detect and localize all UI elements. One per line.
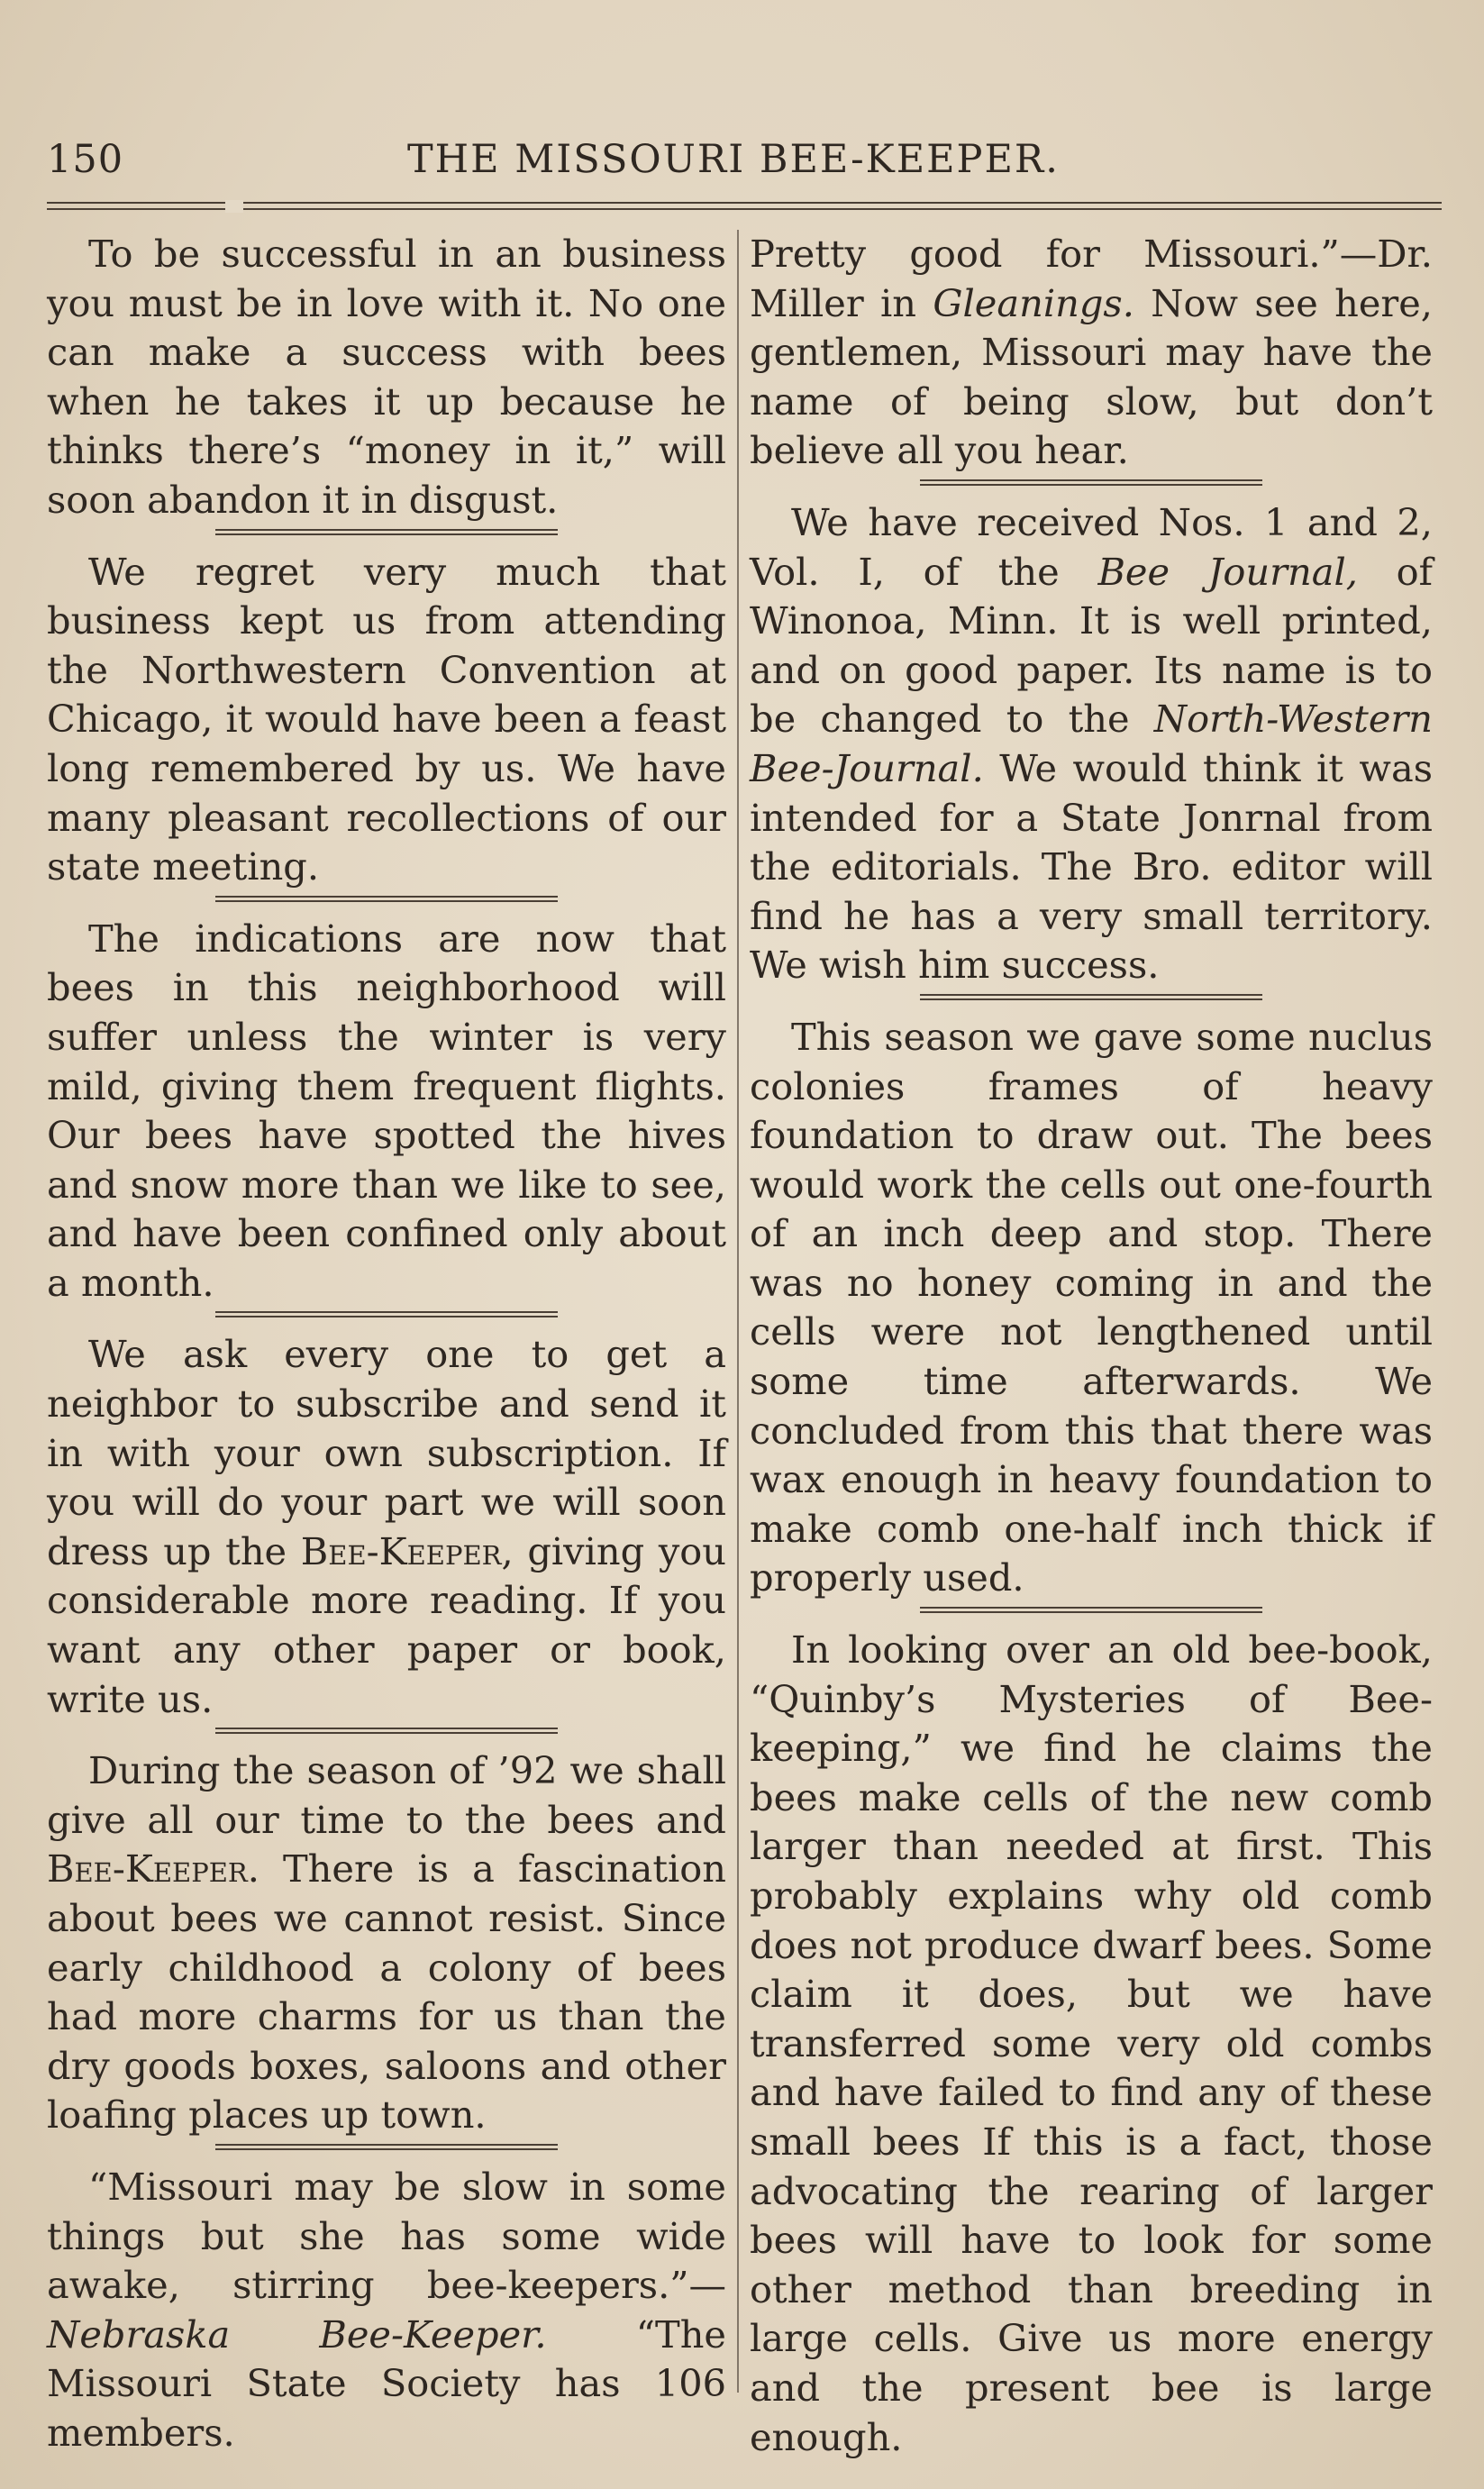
paragraph-text: We have received Nos. 1 and 2, Vol. I, of the bbox=[750, 499, 1433, 594]
paragraph-text: We would think it was intended for a State Jonrnal from the editorials. The Bro. editor will find he has a very small territory. We wish him success. bbox=[750, 745, 1433, 988]
paragraph-text: “Missouri may be slow in some things but she has some wide awake, stirring bee-keepers.”— bbox=[47, 2164, 726, 2308]
paragraph-text: Pretty good for Missouri.”—Dr. Miller in bbox=[750, 232, 1433, 325]
paragraph-text: This season we gave some nuclus colonies frames of heavy foundation to draw out. The bees would work the cells out one-fourth of an inch deep and stop. There was no honey coming in and the cells were not lengthened until some time afterwards. We concluded from this that there was wax enough in heavy foundation to make comb one-half inch thick if properly used. bbox=[750, 1014, 1433, 1600]
publication-name: Bee-Keeper bbox=[47, 1846, 248, 1892]
paragraph-convention bbox=[47, 548, 726, 892]
header-rule bbox=[47, 202, 1442, 210]
right-column bbox=[750, 230, 1433, 2459]
paragraph-text: of Winonoa, Minn. It is well printed, and on good paper. Its name is to be changed to the bbox=[750, 549, 1433, 742]
paragraph-winter bbox=[47, 915, 726, 1308]
publication-name: Bee-Keeper bbox=[300, 1528, 502, 1573]
paragraph-text: , giving you considerable more reading. If you want any other paper or book, write us. bbox=[47, 1528, 727, 1721]
section-rule bbox=[215, 1728, 558, 1734]
paragraph-missouri-quote bbox=[47, 2163, 726, 2458]
section-rule bbox=[920, 479, 1262, 486]
paragraph-subscribe bbox=[47, 1330, 726, 1724]
section-rule bbox=[215, 2144, 558, 2150]
section-rule bbox=[215, 896, 558, 902]
column-divider bbox=[737, 230, 739, 2393]
paragraph-bee-journal bbox=[750, 498, 1433, 990]
paragraph-text: We regret very much that business kept us from attending the Northwestern Convention at Chicago, it would have been a feast long remembered by us. We have many pleasant recollections of our state meeting. bbox=[47, 549, 726, 889]
paragraph-text: In looking over an old bee-book, “Quinby’s Mysteries of Bee-keeping,” we find he claims the bees make cells of the new comb larger than needed at first. This probably explains why old comb does not produce dwarf bees. Some claim it does, but we have transferred some very old combs and have failed to find any of these small bees If this is a fact, those advocating the rearing of larger bees will have to look for some other method than breeding in large cells. Give us more energy and the present bee is large enough. bbox=[750, 1627, 1433, 2459]
paragraph-text: “The Missouri State Society has 106 members. bbox=[47, 2311, 726, 2455]
paragraph-quinby bbox=[750, 1626, 1433, 2462]
section-rule bbox=[920, 994, 1262, 1000]
publication-name: Gleanings. bbox=[933, 280, 1134, 325]
running-title: THE MISSOURI BEE-KEEPER. bbox=[407, 137, 1060, 182]
paragraph-text: During the season of ’92 we shall give all our time to the bees and bbox=[47, 1748, 726, 1842]
paragraph-foundation bbox=[750, 1013, 1433, 1603]
paragraph-success bbox=[47, 230, 726, 525]
publication-name: Bee Journal, bbox=[1097, 549, 1358, 594]
paragraph-text: . There is a fascination about bees we cannot resist. Since early childhood a colony of bees had more charms for us than the dry goods boxes, saloons and other loafing places up town. bbox=[47, 1846, 726, 2138]
publication-name: Nebraska Bee-Keeper. bbox=[47, 2311, 547, 2357]
page-header bbox=[47, 137, 1442, 200]
section-rule bbox=[920, 1607, 1262, 1613]
publication-name: North-Western Bee-Journal. bbox=[750, 697, 1433, 790]
paragraph-text: Now see here, gentlemen, Missouri may have the name of being slow, but don’t believe all you hear. bbox=[750, 280, 1433, 473]
header-rule-gap bbox=[225, 200, 243, 213]
paragraph-pretty-good bbox=[750, 230, 1433, 476]
paragraph-season-92 bbox=[47, 1746, 726, 2140]
left-column bbox=[47, 230, 727, 2455]
paragraph-text: The indications are now that bees in this neighborhood will suffer unless the winter is very mild, giving them frequent flights. Our bees have spotted the hives and snow more than we like to see, and have been confined only about a month. bbox=[47, 916, 726, 1305]
section-rule bbox=[215, 1311, 558, 1317]
paragraph-text: To be successful in an business you must be in love with it. No one can make a success with bees when he takes it up because he thinks there’s “money in it,” will soon abandon it in disgust. bbox=[47, 232, 726, 522]
paragraph-text: We ask every one to get a neighbor to subscribe and send it in with your own subscription. If you will do your part we will soon dress up the bbox=[47, 1332, 726, 1573]
section-rule bbox=[215, 529, 558, 535]
page-number: 150 bbox=[47, 137, 124, 182]
